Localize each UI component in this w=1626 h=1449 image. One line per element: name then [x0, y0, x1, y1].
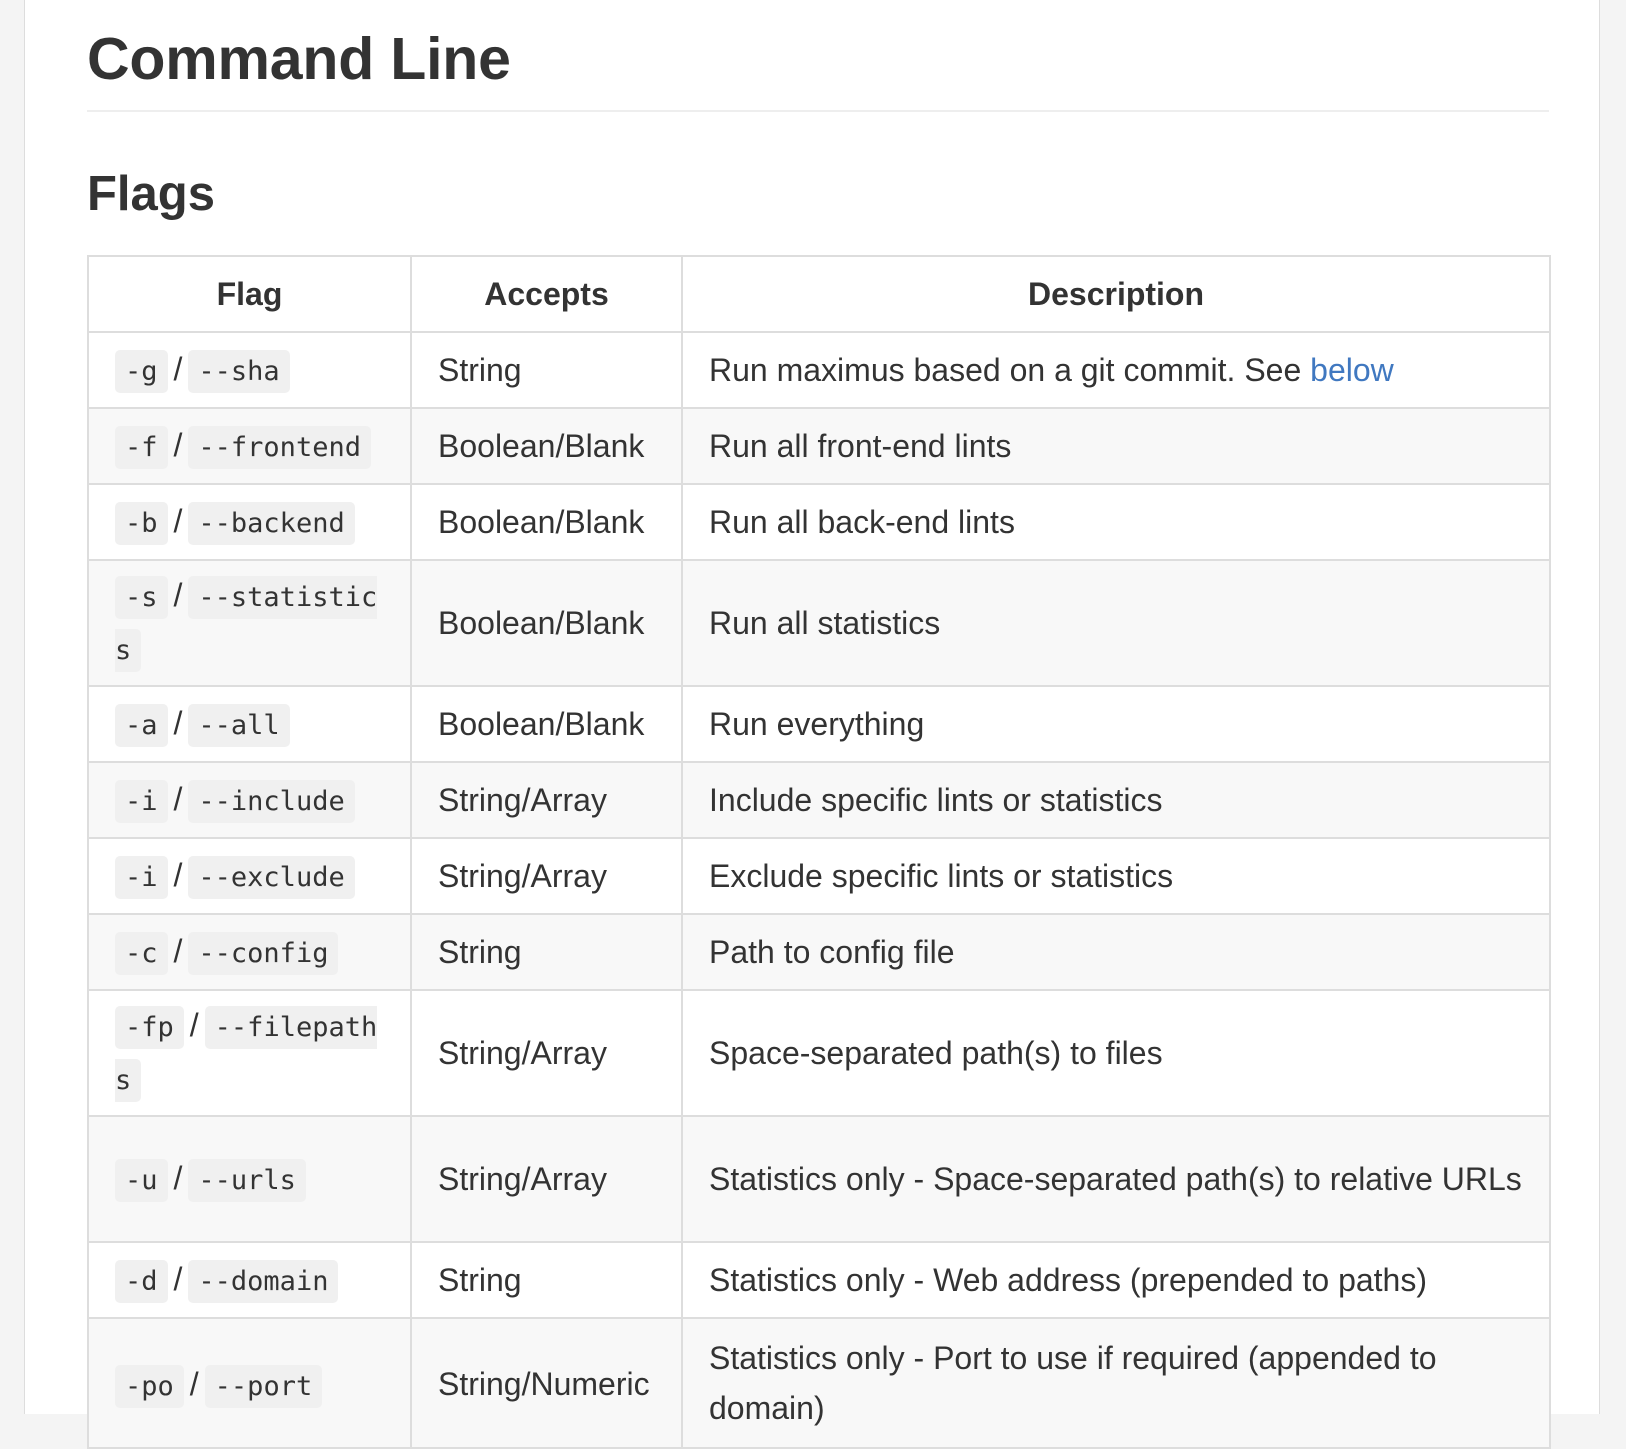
- short-flag: -i: [115, 780, 168, 823]
- flag-cell: -po / --port: [88, 1318, 411, 1448]
- short-flag: -b: [115, 502, 168, 545]
- header-flag: Flag: [88, 256, 411, 332]
- accepts-cell: Boolean/Blank: [411, 686, 682, 762]
- flag-cell: -a / --all: [88, 686, 411, 762]
- table-row: [88, 1242, 1550, 1318]
- description-cell: Statistics only - Space-separated path(s) to relative URLs: [682, 1116, 1550, 1242]
- flags-table: [87, 255, 1551, 1449]
- description-cell: Include specific lints or statistics: [682, 762, 1550, 838]
- table-row: [88, 762, 1550, 838]
- description-cell: [682, 332, 1550, 408]
- long-flag: --sha: [188, 350, 289, 393]
- flag-cell: -b / --backend: [88, 484, 411, 560]
- accepts-cell: String: [411, 332, 682, 408]
- description-cell: Statistics only - Port to use if required (appended to domain): [682, 1318, 1550, 1448]
- table-row: [88, 914, 1550, 990]
- short-flag: -fp: [115, 1006, 184, 1049]
- flag-cell: -d / --domain: [88, 1242, 411, 1318]
- table-row: [88, 990, 1550, 1116]
- accepts-cell: String/Numeric: [411, 1318, 682, 1448]
- description-cell: Space-separated path(s) to files: [682, 990, 1550, 1116]
- long-flag: --filepaths: [115, 1006, 377, 1102]
- header-accepts: Accepts: [411, 256, 682, 332]
- description-cell: Run everything: [682, 686, 1550, 762]
- description-cell: Run all statistics: [682, 560, 1550, 686]
- accepts-cell: Boolean/Blank: [411, 408, 682, 484]
- document-page: [24, 0, 1600, 1426]
- table-row: [88, 408, 1550, 484]
- table-row: [88, 332, 1550, 408]
- description-cell: Run all front-end lints: [682, 408, 1550, 484]
- accepts-cell: String: [411, 914, 682, 990]
- long-flag: --frontend: [188, 426, 371, 469]
- short-flag: -c: [115, 932, 168, 975]
- accepts-cell: String/Array: [411, 762, 682, 838]
- short-flag: -i: [115, 856, 168, 899]
- long-flag: --exclude: [188, 856, 354, 899]
- long-flag: --config: [188, 932, 338, 975]
- section-title-flags: Flags: [87, 167, 215, 221]
- page-title: Command Line: [87, 0, 1549, 112]
- accepts-cell: String/Array: [411, 838, 682, 914]
- table-header-row: [88, 256, 1550, 332]
- accepts-cell: Boolean/Blank: [411, 560, 682, 686]
- accepts-cell: String/Array: [411, 1116, 682, 1242]
- accepts-cell: Boolean/Blank: [411, 484, 682, 560]
- accepts-cell: String/Array: [411, 990, 682, 1116]
- description-cell: Path to config file: [682, 914, 1550, 990]
- short-flag: -s: [115, 576, 168, 619]
- flag-cell: -fp / --filepaths: [88, 990, 411, 1116]
- short-flag: -d: [115, 1260, 168, 1303]
- description-cell: Exclude specific lints or statistics: [682, 838, 1550, 914]
- long-flag: --all: [188, 704, 289, 747]
- short-flag: -u: [115, 1159, 168, 1202]
- table-row: [88, 1116, 1550, 1242]
- table-row: [88, 484, 1550, 560]
- flag-cell: -i / --exclude: [88, 838, 411, 914]
- flag-cell: -i / --include: [88, 762, 411, 838]
- flag-cell: -u / --urls: [88, 1116, 411, 1242]
- accepts-cell: String: [411, 1242, 682, 1318]
- document-content: [87, 0, 1549, 1449]
- table-row: [88, 686, 1550, 762]
- flag-cell: -f / --frontend: [88, 408, 411, 484]
- short-flag: -g: [115, 350, 168, 393]
- header-description: Description: [682, 256, 1550, 332]
- below-link[interactable]: below: [1310, 352, 1394, 388]
- long-flag: --backend: [188, 502, 354, 545]
- description-text: Run maximus based on a git commit. See: [709, 352, 1311, 388]
- short-flag: -po: [115, 1365, 184, 1408]
- flag-cell: -g / --sha: [88, 332, 411, 408]
- table-row: [88, 838, 1550, 914]
- short-flag: -f: [115, 426, 168, 469]
- long-flag: --domain: [188, 1260, 338, 1303]
- table-row: [88, 560, 1550, 686]
- long-flag: --urls: [188, 1159, 306, 1202]
- table-row: [88, 1318, 1550, 1448]
- description-cell: Run all back-end lints: [682, 484, 1550, 560]
- long-flag: --statistics: [115, 576, 377, 672]
- long-flag: --include: [188, 780, 354, 823]
- flag-cell: -s / --statistics: [88, 560, 411, 686]
- short-flag: -a: [115, 704, 168, 747]
- flag-cell: -c / --config: [88, 914, 411, 990]
- description-cell: Statistics only - Web address (prepended to paths): [682, 1242, 1550, 1318]
- long-flag: --port: [205, 1365, 323, 1408]
